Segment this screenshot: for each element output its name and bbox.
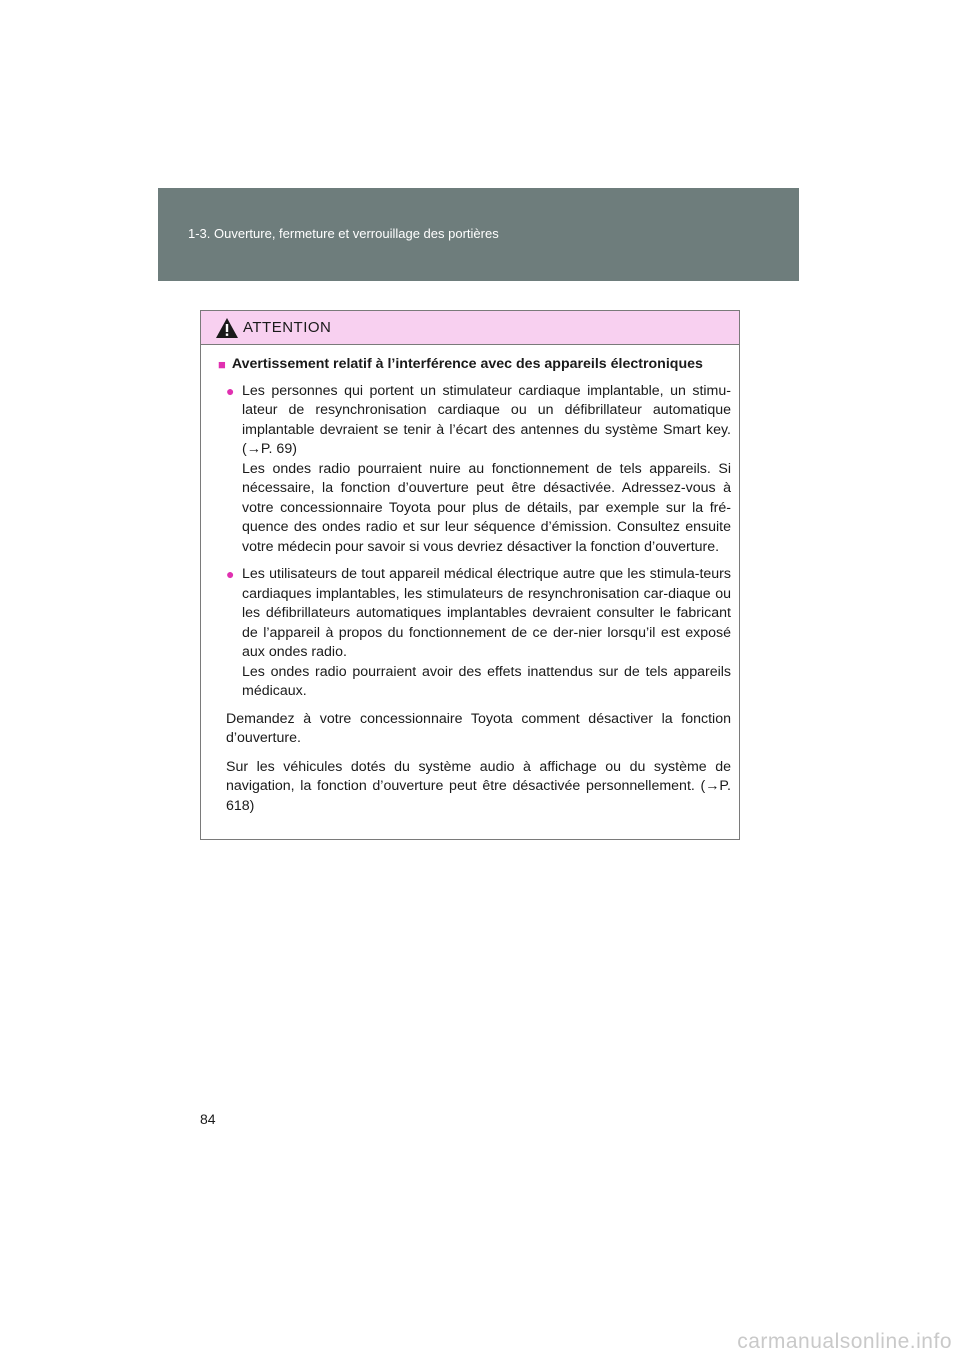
bullet-text: Les ondes radio pourraient avoir des effets inattendus sur de tels appareils médicaux. xyxy=(242,663,731,699)
section-title: 1-3. Ouverture, fermeture et verrouillage des portières xyxy=(188,226,499,241)
paragraph: Demandez à votre concessionnaire Toyota comment désactiver la fonction d’ouverture. xyxy=(226,710,731,746)
warning-triangle-icon xyxy=(215,317,239,339)
square-bullet-icon: ■ xyxy=(218,357,226,372)
warning-heading xyxy=(218,355,731,375)
bullet-text: Les ondes radio pourraient nuire au fonctionnement de tels appareils. Si nécessaire, la fonction d’ouverture peut être désactivée. Adressez-vous à votre concessionnaire Toyota pour plus de détails, par exemple sur la fré-quence des ondes radio et sur leur séquence d’émission. Consultez ensuite votre médecin pour savoir si vous devriez désactiver la fonction d’ouverture. xyxy=(242,460,731,555)
circle-bullet-icon: ● xyxy=(226,566,235,582)
warning-content xyxy=(201,345,739,816)
warning-header xyxy=(201,311,739,345)
paragraph: Sur les véhicules dotés du système audio à affichage ou du système de navigation, la fonction d’ouverture peut être désactivée personnellement. (→P. 618) xyxy=(226,758,731,814)
watermark: carmanualsonline.info xyxy=(737,1330,952,1353)
warning-heading-text: Avertissement relatif à l’interférence avec des appareils électroniques xyxy=(231,356,703,372)
bullet-text: Les personnes qui portent un stimulateur cardiaque implantable, un stimu-lateur de resynchronisation cardiaque ou un défibrillateur automatique implantable devraient se tenir à l’écart des antennes du système Smart key. (→P. 69) xyxy=(242,382,731,457)
page-number: 84 xyxy=(200,1111,216,1127)
section-header xyxy=(158,188,799,281)
bullet-text: Les utilisateurs de tout appareil médical électrique autre que les stimula-teurs cardiaques implantables, les stimulateurs de resynchronisation car-diaque ou les défibrillateurs automatiques implantables devraient consulter le fabricant de l’appareil à propos du fonctionnement de ce der-nier lorsqu’il est exposé aux ondes radio. xyxy=(242,566,731,660)
warning-label: ATTENTION xyxy=(243,319,332,336)
list-item xyxy=(226,565,731,702)
list-item xyxy=(226,382,731,558)
warning-box xyxy=(200,310,740,840)
circle-bullet-icon: ● xyxy=(226,382,235,399)
